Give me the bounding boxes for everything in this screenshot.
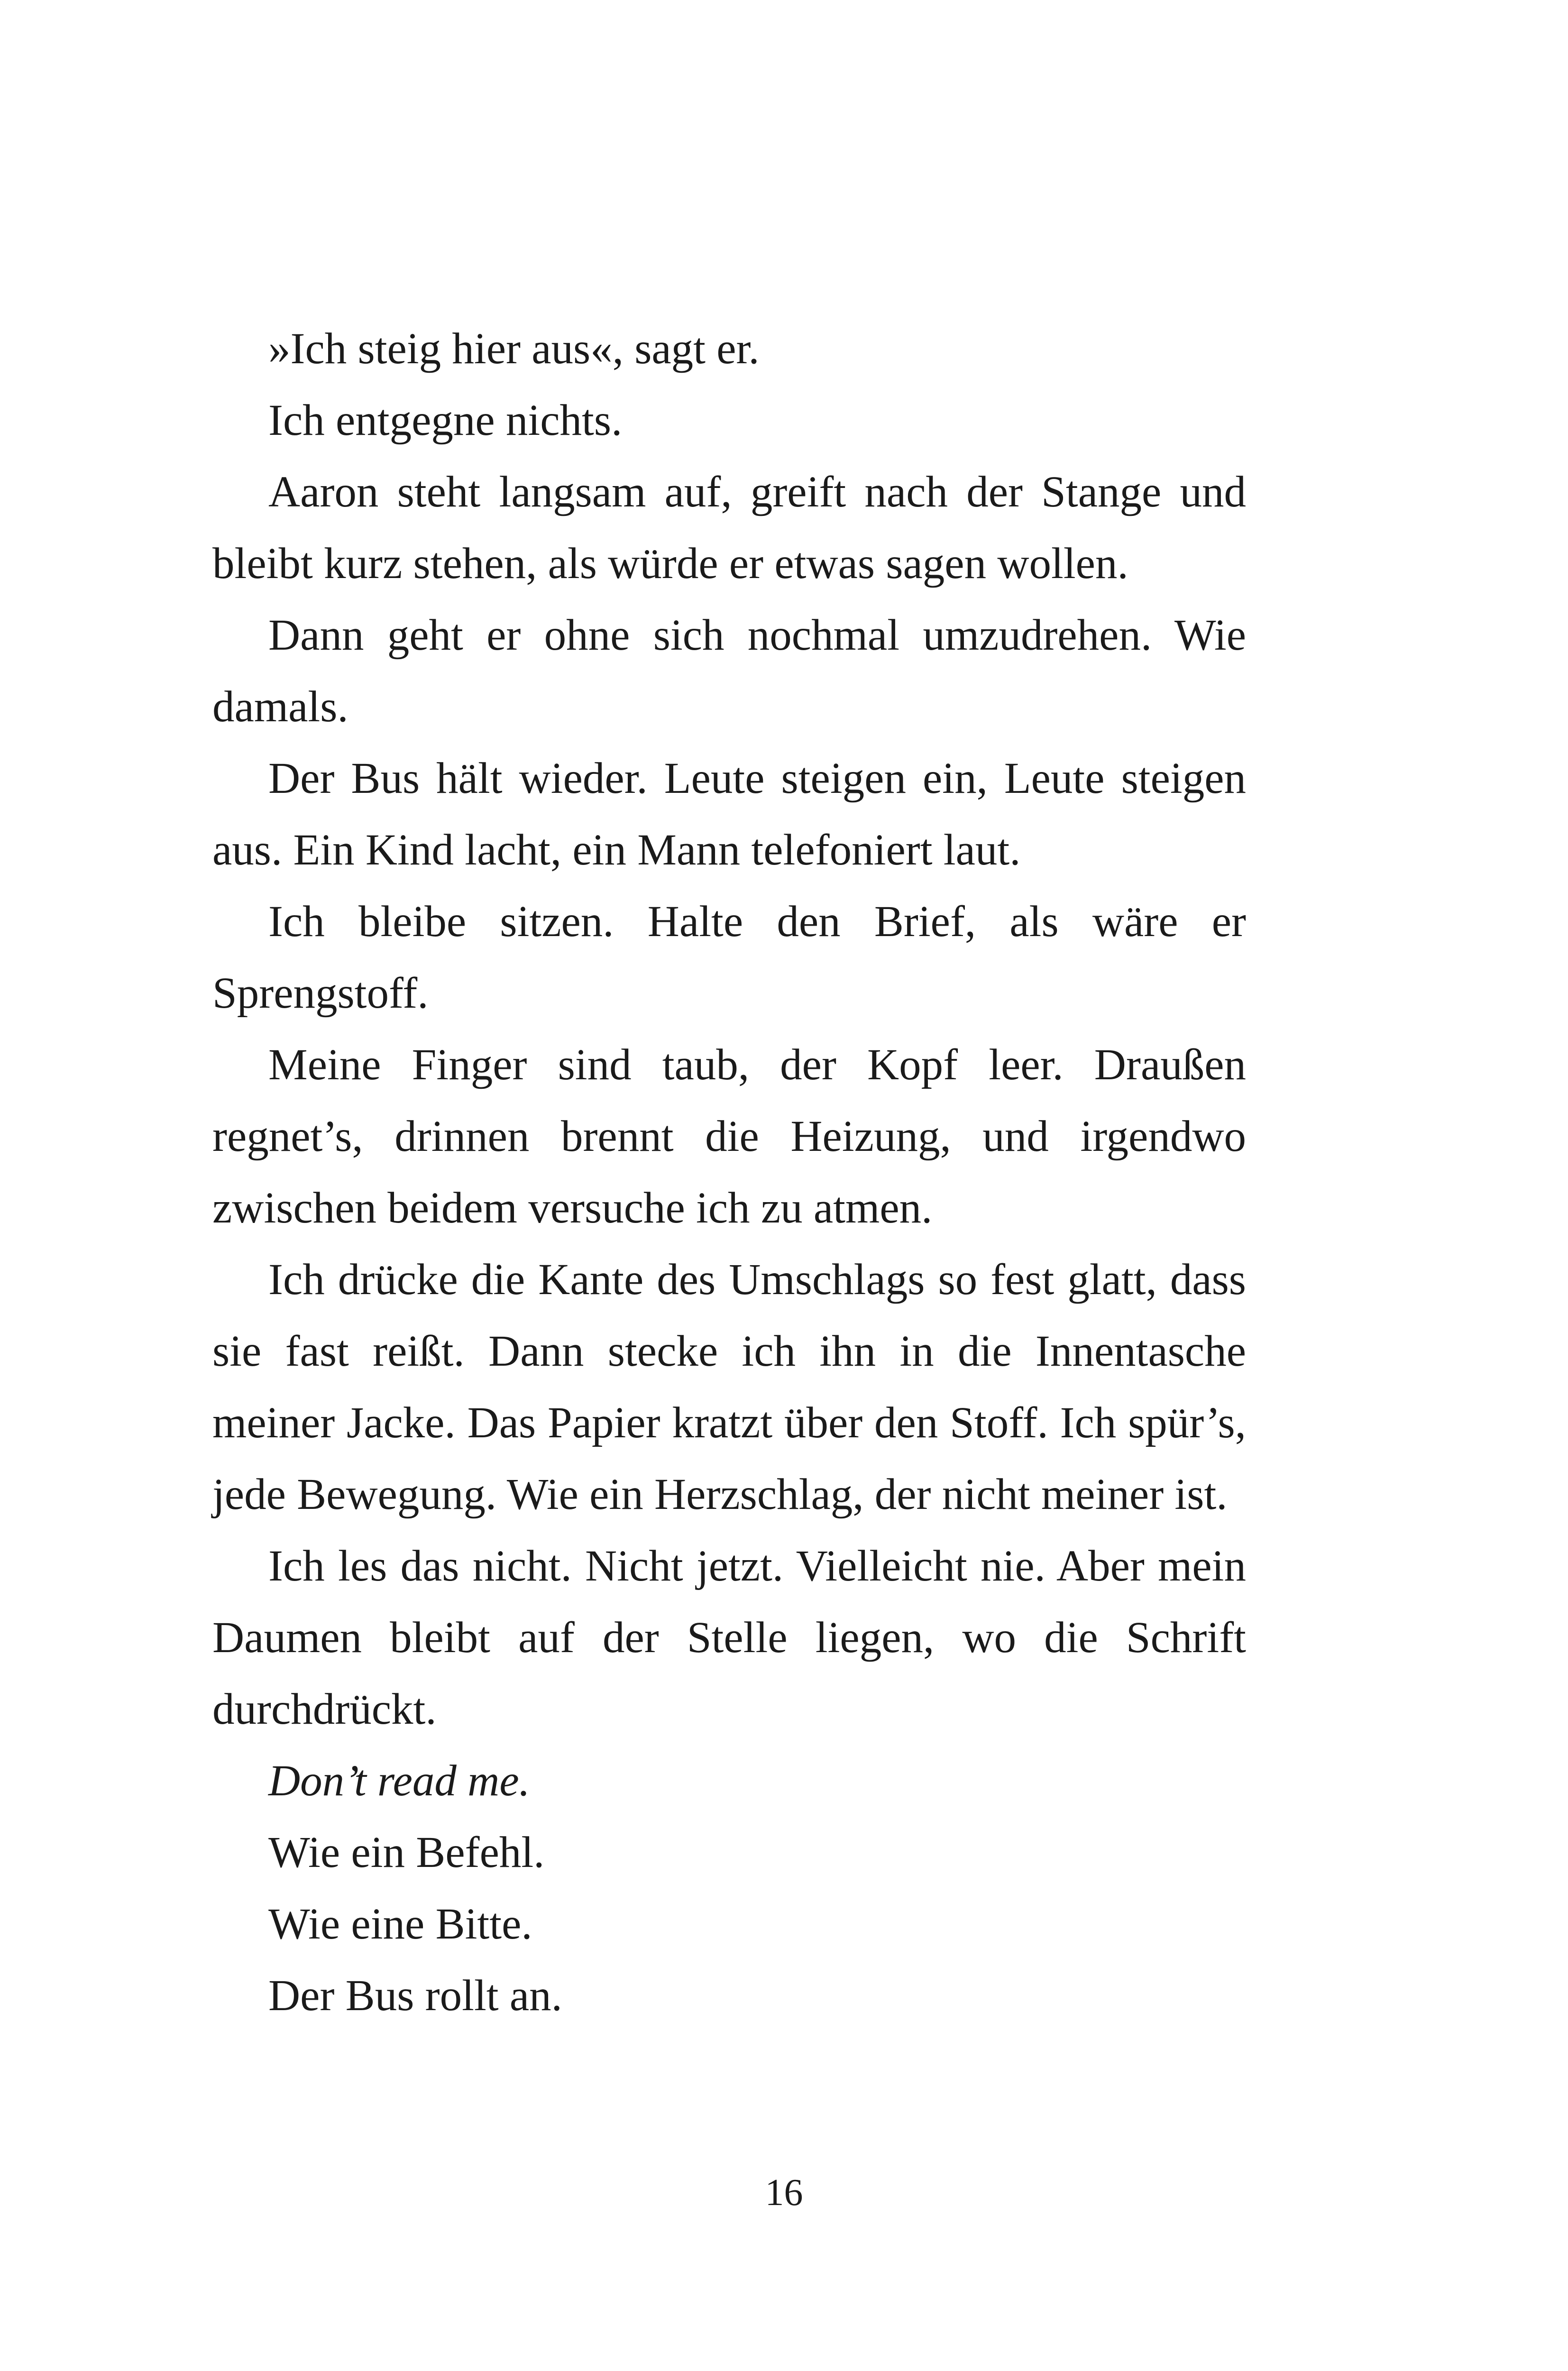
paragraph: Ich drücke die Kante des Umschlags so fest glatt, dass sie fast reißt. Dann stecke ich ihn in die Innentasche meiner Jacke. Das Papier kratzt über den Stoff. Ich spür’s, jede Bewegung. Wie ein Herzschlag, der nicht meiner ist. (212, 1255, 1246, 1519)
page-number: 16 (765, 2172, 803, 2214)
paragraph: Wie eine Bitte. (268, 1900, 532, 1948)
paragraph: Ich entgegne nichts. (268, 396, 623, 445)
paragraph: Wie ein Befehl. (268, 1828, 545, 1877)
paragraph: Der Bus hält wieder. Leute steigen ein, Leute steigen aus. Ein Kind lacht, ein Mann telefoniert laut. (212, 754, 1246, 874)
paragraph: Aaron steht langsam auf, greift nach der Stange und bleibt kurz stehen, als würde er etwas sagen wollen. (212, 468, 1246, 588)
paragraph: »Ich steig hier aus«, sagt er. (268, 324, 760, 373)
body-text (212, 313, 1246, 2031)
italic-paragraph: Don’t read me. (268, 1756, 530, 1805)
paragraph: Dann geht er ohne sich nochmal umzudrehen. Wie damals. (212, 611, 1246, 731)
paragraph: Der Bus rollt an. (268, 1971, 562, 2020)
paragraph: Ich bleibe sitzen. Halte den Brief, als wäre er Sprengstoff. (212, 897, 1246, 1018)
paragraph: Ich les das nicht. Nicht jetzt. Vielleicht nie. Aber mein Daumen bleibt auf der Stelle liegen, wo die Schrift durchdrückt. (212, 1542, 1246, 1734)
paragraph: Meine Finger sind taub, der Kopf leer. Draußen regnet’s, drinnen brennt die Heizung, und irgendwo zwischen beidem versuche ich zu atmen. (212, 1040, 1246, 1232)
